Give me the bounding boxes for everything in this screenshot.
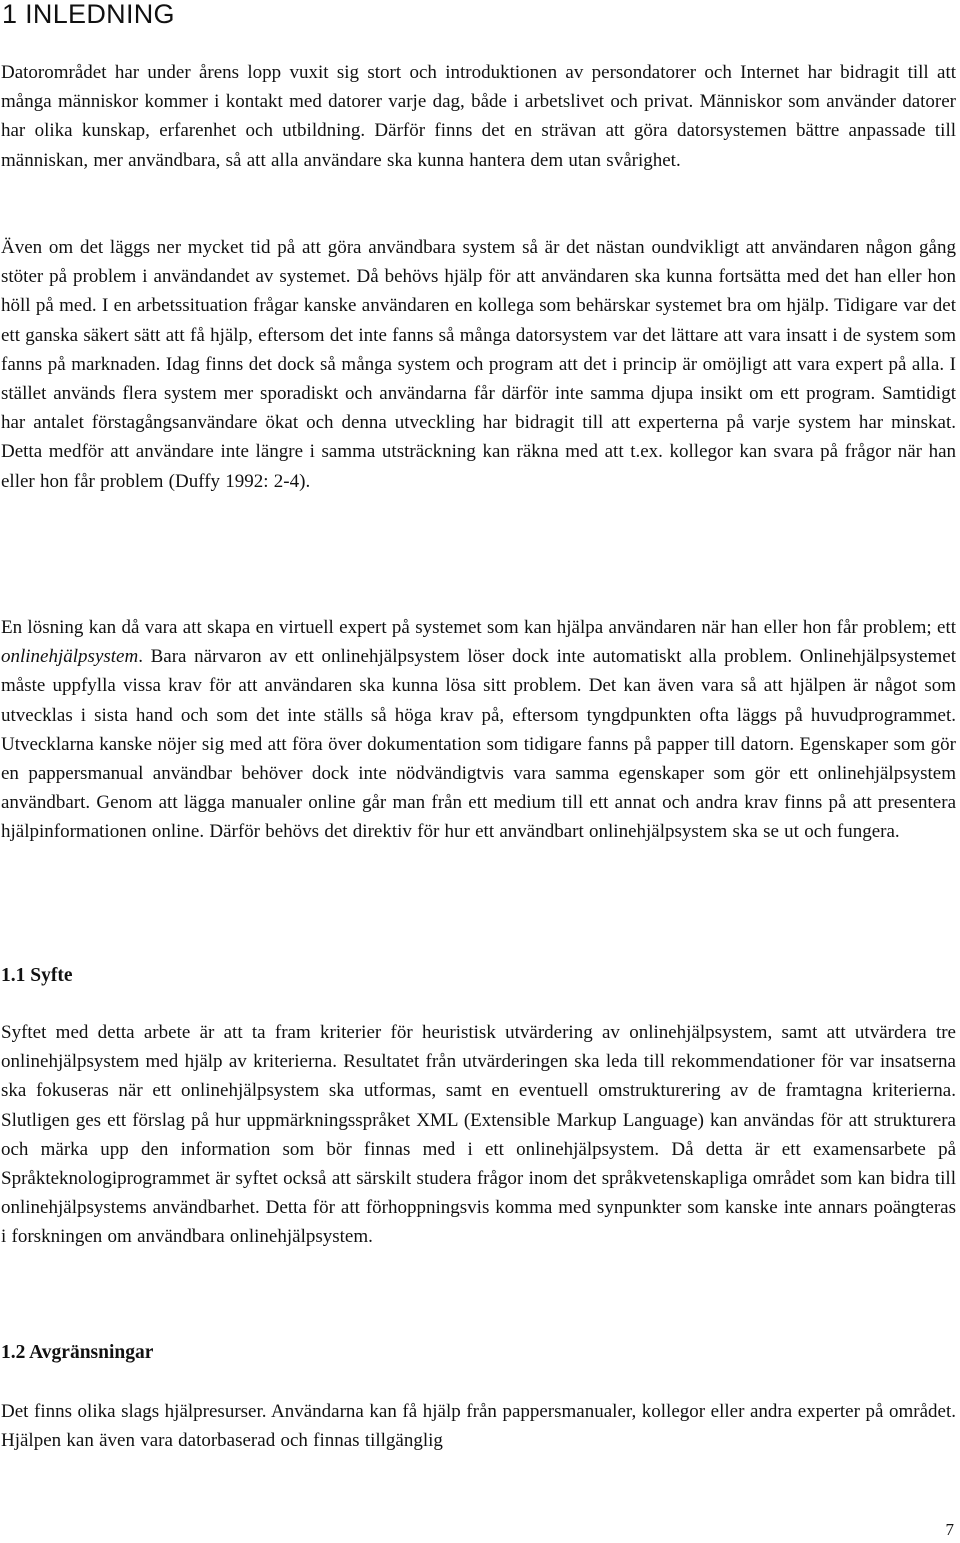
intro-paragraph-3 [1,613,956,847]
syfte-paragraph: Syftet med detta arbete är att ta fram kriterier för heuristisk utvärdering av onlinehjälpsystem, samt att utvärdera tre onlinehjälpsystem med hjälp av kriterierna. Resultatet från utvärderingen ska leda till rekommendationer för var insatserna ska fokuseras när ett onlinehjälpsystem ska utformas, samt en eventuell omstrukturering av de framtagna kriterierna. Slutligen ges ett förslag på hur uppmärkningsspråket XML (Extensible Markup Language) kan användas för att strukturera och märka upp den information som bör finnas med i ett onlinehjälpsystem. Då detta är ett examensarbete på Språkteknologiprogrammet är syftet också att särskilt studera frågor inom det språkvetenskapliga området som kan bidra till onlinehjälpsystems användbarhet. Detta för att förhoppningsvis komma med synpunkter som kanske inte annars poängteras i forskningen om användbara onlinehjälpsystem. [1,1022,956,1248]
section-heading-syfte: 1.1 Syfte [1,965,73,986]
section-heading-avgransningar: 1.2 Avgränsningar [1,1342,154,1363]
intro-paragraph-1: Datorområdet har under årens lopp vuxit sig stort och introduktionen av persondatorer och Internet har bidragit till att många människor kommer i kontakt med datorer varje dag, både i arbetslivet och privat. Människor som använder datorer har olika kunskap, erfarenhet och utbildning. Därför finns det en strävan att göra datorsystemen bättre anpassade till människan, mer användbara, så att alla användare ska kunna hantera dem utan svårighet. [1,62,956,171]
intro-paragraph-3-start: En lösning kan då vara att skapa en virtuell expert på systemet som kan hjälpa användaren när han eller hon får problem; ett [1,617,956,638]
intro-paragraph-3-end: . Bara närvaron av ett onlinehjälpsystem löser dock inte automatiskt alla problem. Onlinehjälpsystemet måste uppfylla vissa krav för att användaren ska kunna lösa sitt problem. Det kan även vara så att hjälpen är något som utvecklas i sista hand och som det inte ställs så höga krav på, eftersom tyngdpunkten ofta läggs på huvudprogrammet. Utvecklarna kanske nöjer sig med att föra över dokumentation som tidigare fanns på papper till datorn. Egenskaper som gör en pappersmanual användbar behöver dock inte nödvändigtvis vara samma egenskaper som gör ett onlinehjälpsystem användbart. Genom att lägga manualer online går man från ett medium till ett annat och andra krav finns på att presentera hjälpinformationen online. Därför behövs det direktiv för hur ett användbart onlinehjälpsystem ska se ut och fungera. [1,646,956,843]
page-number: 7 [945,1520,954,1539]
intro-paragraph-2: Även om det läggs ner mycket tid på att göra användbara system så är det nästan oundvikligt att användaren någon gång stöter på problem i användandet av systemet. Då behövs hjälp för att användaren ska kunna fortsätta med det han eller hon höll på med. I en arbetssituation frågar kanske användaren en kollega som behärskar systemet bra om hjälp. Tidigare var det ett ganska säkert sätt att få hjälp, eftersom det inte fanns så många datorsystem var det lättare att vara insatt i de system som fanns på marknaden. Idag finns det dock så många system och program att det i princip är omöjligt att vara expert på alla. I stället används flera system mer sporadiskt och användarna får därför inte samma djupa insikt om ett program. Samtidigt har antalet förstagångsanvändare ökat och denna utveckling har bidragit till att experterna på varje system har minskat. Detta medför att användare inte längre i samma utsträckning kan räkna med att t.ex. kollegor kan svara på frågor när han eller hon får problem (Duffy 1992: 2-4). [1,237,956,492]
avgransningar-paragraph: Det finns olika slags hjälpresurser. Användarna kan få hjälp från pappersmanualer, kollegor eller andra experter på området. Hjälpen kan även vara datorbaserad och finnas tillgänglig [1,1401,956,1452]
chapter-title: 1 INLEDNING [2,0,175,29]
term-onlinehjalpsystem: onlinehjälpsystem [1,646,139,668]
